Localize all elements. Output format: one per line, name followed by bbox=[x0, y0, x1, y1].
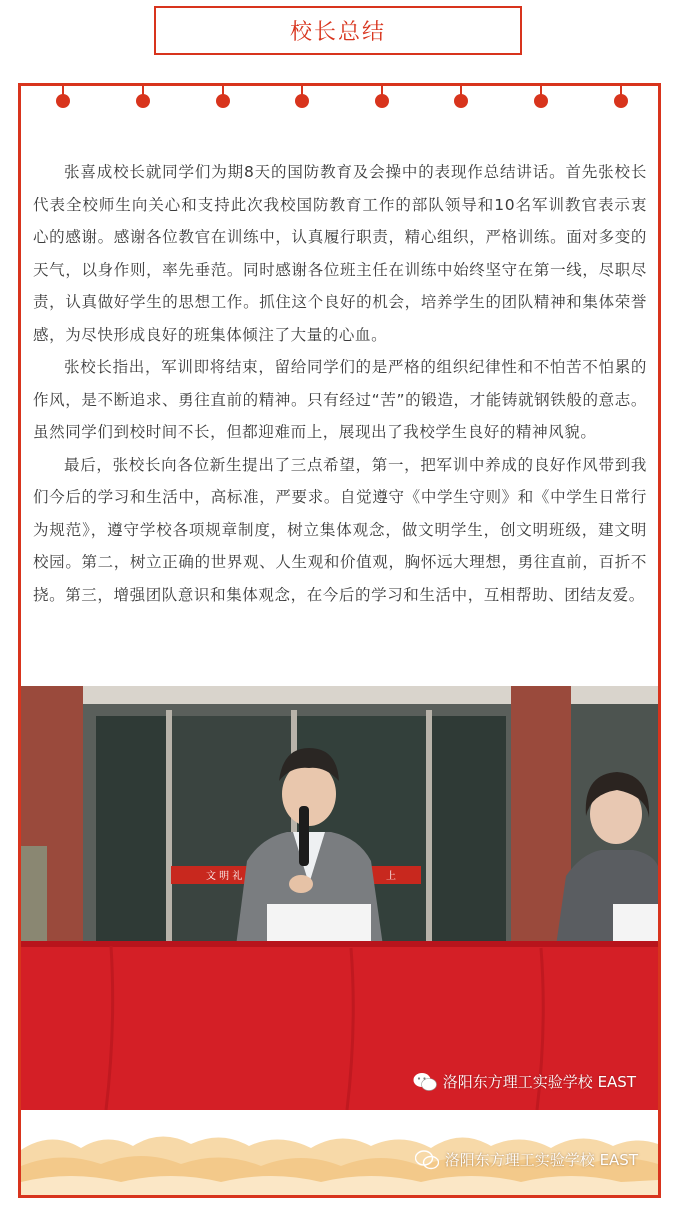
binder-ring bbox=[136, 83, 150, 111]
binder-ring bbox=[534, 83, 548, 111]
footer-watermark-text: 洛阳东方理工实验学校 EAST bbox=[444, 1151, 638, 1169]
section-title: 校长总结 bbox=[289, 20, 386, 45]
binder-ring bbox=[375, 83, 389, 111]
footer-watermark bbox=[415, 1149, 638, 1170]
event-photo bbox=[21, 686, 658, 1110]
binder-ring bbox=[614, 83, 628, 111]
banner-text-right: 上 bbox=[386, 871, 396, 882]
photo-watermark bbox=[413, 1071, 636, 1092]
content-frame bbox=[18, 83, 661, 1198]
paragraph: 最后，张校长向各位新生提出了三点希望，第一，把军训中养成的良好作风带到我们今后的学习和生活中，高标准，严要求。自觉遵守《中学生守则》和《中学生日常行为规范》，遵守学校各项规章制度，树立集体观念，做文明学生，创文明班级，建文明校园。第二，树立正确的世界观、人生观和价值观，胸怀远大理想，勇往直前，百折不挠。第三，增强团队意识和集体观念，在今后的学习和生活中，互相帮助、团结友爱。 bbox=[33, 455, 647, 604]
binder-ring bbox=[216, 83, 230, 111]
paragraph: 张喜成校长就同学们为期8天的国防教育及会操中的表现作总结讲话。首先张校长代表全校师生向关心和支持此次我校国防教育工作的部队领导和10名军训教官表示衷心的感谢。感谢各位教官在训练中，认真履行职责，精心组织，严格训练。面对多变的天气，以身作则，率先垂范。同时感谢各位班主任在训练中始终坚守在第一线，尽职尽责，认真做好学生的思想工作。抓住这个良好的机会，培养学生的团队精神和集体荣誉感，为尽快形成良好的班集体倾注了大量的心血。 bbox=[33, 163, 647, 344]
article-body bbox=[33, 156, 647, 611]
binder-ring bbox=[295, 83, 309, 111]
photo-watermark-text: 洛阳东方理工实验学校 EAST bbox=[442, 1073, 636, 1091]
wechat-icon bbox=[415, 1150, 439, 1170]
banner-text-left: 文 明 礼 bbox=[206, 871, 243, 882]
paragraph: 张校长指出，军训即将结束，留给同学们的是严格的组织纪律性和不怕苦不怕累的作风，是不断追求、勇往直前的精神。只有经过“苦”的锻造，才能铸就钢铁般的意志。虽然同学们到校时间不长，但都迎难而上，展现出了我校学生良好的精神风貌。 bbox=[33, 358, 647, 441]
binder-ring bbox=[454, 83, 468, 111]
binder-ring bbox=[56, 83, 70, 111]
wechat-icon bbox=[413, 1072, 437, 1092]
section-title-box bbox=[154, 6, 522, 55]
